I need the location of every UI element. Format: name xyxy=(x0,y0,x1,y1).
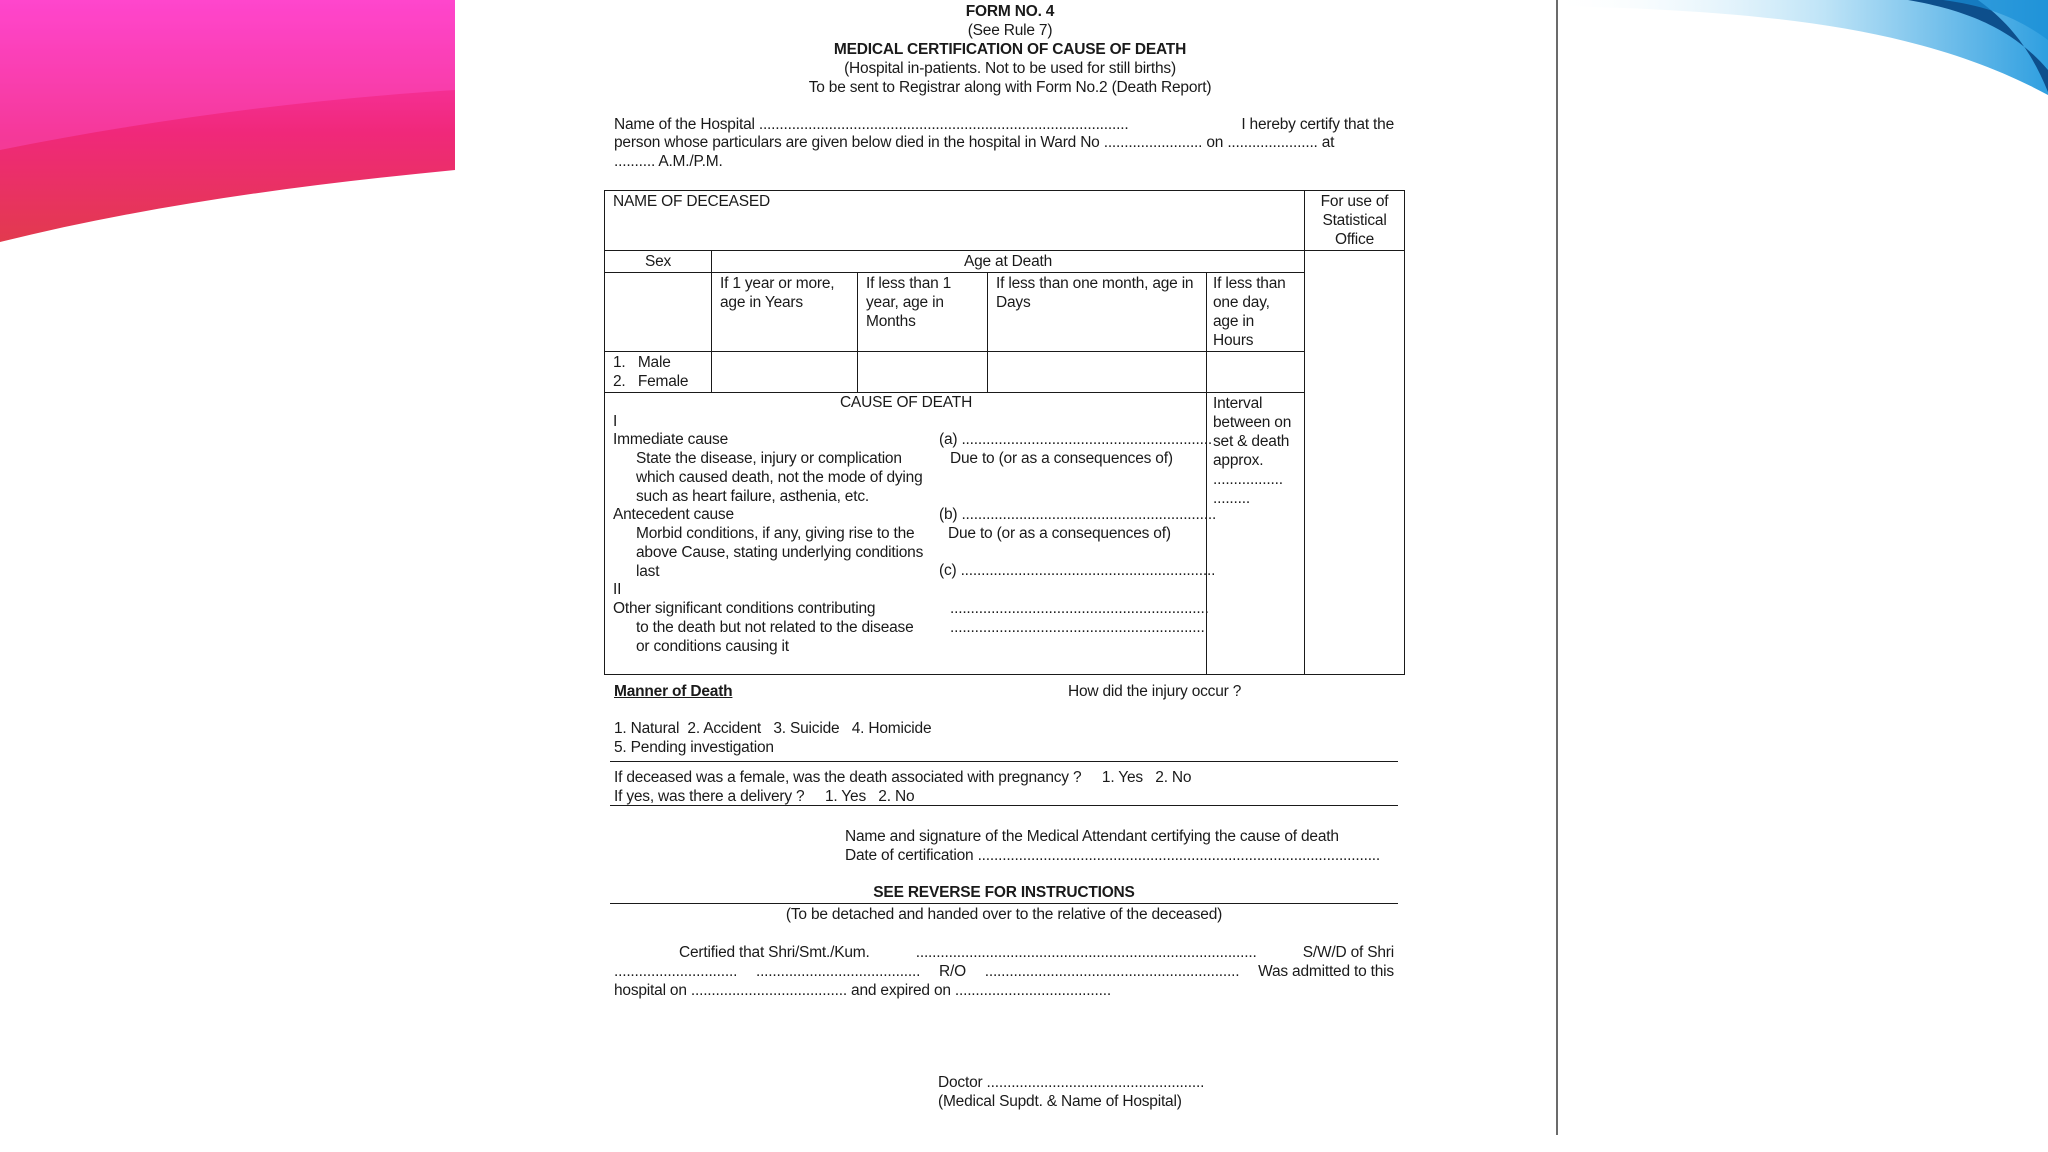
antecedent-cause-label: Antecedent cause xyxy=(613,506,734,523)
injury-question: How did the injury occur ? xyxy=(1068,683,1242,700)
stat-cell-2 xyxy=(1305,251,1405,273)
slip-certified: Certified that Shri/Smt./Kum. xyxy=(679,944,870,961)
death-certificate-form xyxy=(600,0,1420,1130)
cause-of-death-heading: CAUSE OF DEATH xyxy=(839,394,973,411)
antecedent-cause-desc: Morbid conditions, if any, giving rise to the above Cause, stating underlying conditions last xyxy=(636,525,924,580)
pregnancy-question: If deceased was a female, was the death associated with pregnancy ? 1. Yes 2. No xyxy=(614,769,1192,786)
slip-ro: R/O xyxy=(939,963,966,980)
other-conditions-2: to the death but not related to the disease xyxy=(636,619,914,636)
hospital-name-field: Name of the Hospital .......................................................................................... xyxy=(614,116,1129,133)
age-at-death-header: Age at Death xyxy=(712,251,1305,273)
immediate-cause-desc: State the disease, injury or complication which caused death, not the mode of dying such as heart failure, asthenia, etc. xyxy=(636,450,923,505)
sex-header: Sex xyxy=(605,251,712,273)
slip-line-2 xyxy=(614,962,1394,981)
certification-date: Date of certification .................................................................................................. xyxy=(845,847,1381,864)
slip-dots-b: ........................................ xyxy=(755,963,921,980)
certify-text: I hereby certify that the xyxy=(1241,116,1394,133)
sex-female: 2. Female xyxy=(613,373,689,390)
decorative-swoosh-left xyxy=(0,0,460,250)
age-hours-value xyxy=(1207,352,1305,393)
divider-3 xyxy=(610,903,1398,904)
line-b: (b) .............................................................. xyxy=(939,506,1217,523)
age-days-header: If less than one month, age in Days xyxy=(988,273,1207,352)
slip-name-dots: ................................................................................... xyxy=(915,944,1257,961)
form-number: FORM NO. 4 xyxy=(965,3,1055,20)
doctor-line: Doctor ..................................................... xyxy=(938,1074,1205,1091)
sex-blank xyxy=(605,273,712,352)
age-days-value xyxy=(988,352,1207,393)
age-hours-header: If less than one day, age in Hours xyxy=(1207,273,1305,352)
age-months-header: If less than 1 year, age in Months xyxy=(858,273,988,352)
interval-cell xyxy=(1207,393,1305,675)
other-conditions-1: Other significant conditions contributing xyxy=(613,600,876,617)
see-rule: (See Rule 7) xyxy=(967,22,1053,39)
detach-note: (To be detached and handed over to the relative of the deceased) xyxy=(785,906,1223,923)
due-to-1: Due to (or as a consequences of) xyxy=(950,450,1173,467)
slip-admitted: Was admitted to this xyxy=(1258,963,1394,980)
slip-dots-a: .............................. xyxy=(614,963,738,980)
attendant-signature: Name and signature of the Medical Attendant certifying the cause of death xyxy=(845,828,1339,845)
line-a: (a) ............................................................. xyxy=(939,431,1212,448)
statistical-office-label: For use of Statistical Office xyxy=(1320,193,1389,248)
deceased-details-table xyxy=(604,190,1405,675)
interval-dots-2: ......... xyxy=(1213,490,1250,507)
name-of-deceased-cell xyxy=(605,191,1305,251)
time-line: .......... A.M./P.M. xyxy=(614,153,723,170)
see-reverse-heading: SEE REVERSE FOR INSTRUCTIONS xyxy=(873,884,1135,901)
age-years-value xyxy=(712,352,858,393)
interval-dots-1: ................. xyxy=(1213,471,1283,488)
due-to-2: Due to (or as a consequences of) xyxy=(948,525,1171,542)
manner-heading: Manner of Death xyxy=(614,683,733,700)
statistical-office-cell xyxy=(1305,191,1405,251)
cause-of-death-block xyxy=(605,393,1217,673)
slip-line-3: hospital on ...................................... and expired on ...................................... xyxy=(614,982,1111,999)
form-subtitle: (Hospital in-patients. Not to be used for still births) xyxy=(844,60,1176,77)
slip-swd: S/W/D of Shri xyxy=(1302,944,1394,961)
other-conditions-3: or conditions causing it xyxy=(636,638,789,655)
age-years-header: If 1 year or more, age in Years xyxy=(712,273,858,352)
decorative-swoosh-right xyxy=(1548,0,2048,110)
sex-options-cell xyxy=(605,352,712,393)
hospital-name-line xyxy=(614,115,1394,134)
doctor-sub: (Medical Supdt. & Name of Hospital) xyxy=(938,1093,1182,1110)
form-header xyxy=(600,2,1420,97)
ward-line: person whose particulars are given below died in the hospital in Ward No ........................ on ...................... at xyxy=(614,134,1335,151)
send-note: To be sent to Registrar along with Form No.2 (Death Report) xyxy=(808,79,1212,96)
interval-label: Interval between on set & death approx. xyxy=(1213,395,1292,469)
manner-options-2: 5. Pending investigation xyxy=(614,739,774,756)
immediate-cause-label: Immediate cause xyxy=(613,431,729,448)
other-dots-2: .............................................................. xyxy=(950,619,1205,636)
divider-1 xyxy=(610,761,1398,762)
age-months-value xyxy=(858,352,988,393)
delivery-question: If yes, was there a delivery ? 1. Yes 2. No xyxy=(614,788,915,805)
line-c: (c) .............................................................. xyxy=(939,562,1216,579)
stat-cell-3 xyxy=(1305,273,1405,352)
divider-2 xyxy=(610,805,1398,806)
slip-line-1 xyxy=(614,943,1394,962)
stat-cell-4 xyxy=(1305,352,1405,393)
sex-male: 1. Male xyxy=(613,354,671,371)
form-title: MEDICAL CERTIFICATION OF CAUSE OF DEATH xyxy=(833,41,1187,58)
manner-options-1: 1. Natural 2. Accident 3. Suicide 4. Homicide xyxy=(614,720,932,737)
cause-of-death-cell xyxy=(605,393,1217,675)
other-dots-1: ............................................................... xyxy=(950,600,1209,617)
roman-two: II xyxy=(613,581,622,598)
slide-divider-line xyxy=(1556,0,1558,1135)
stat-cell-5 xyxy=(1305,393,1405,675)
name-of-deceased-label: NAME OF DECEASED xyxy=(613,193,770,210)
roman-one: I xyxy=(613,413,618,430)
slip-address-dots: .............................................................. xyxy=(984,963,1240,980)
